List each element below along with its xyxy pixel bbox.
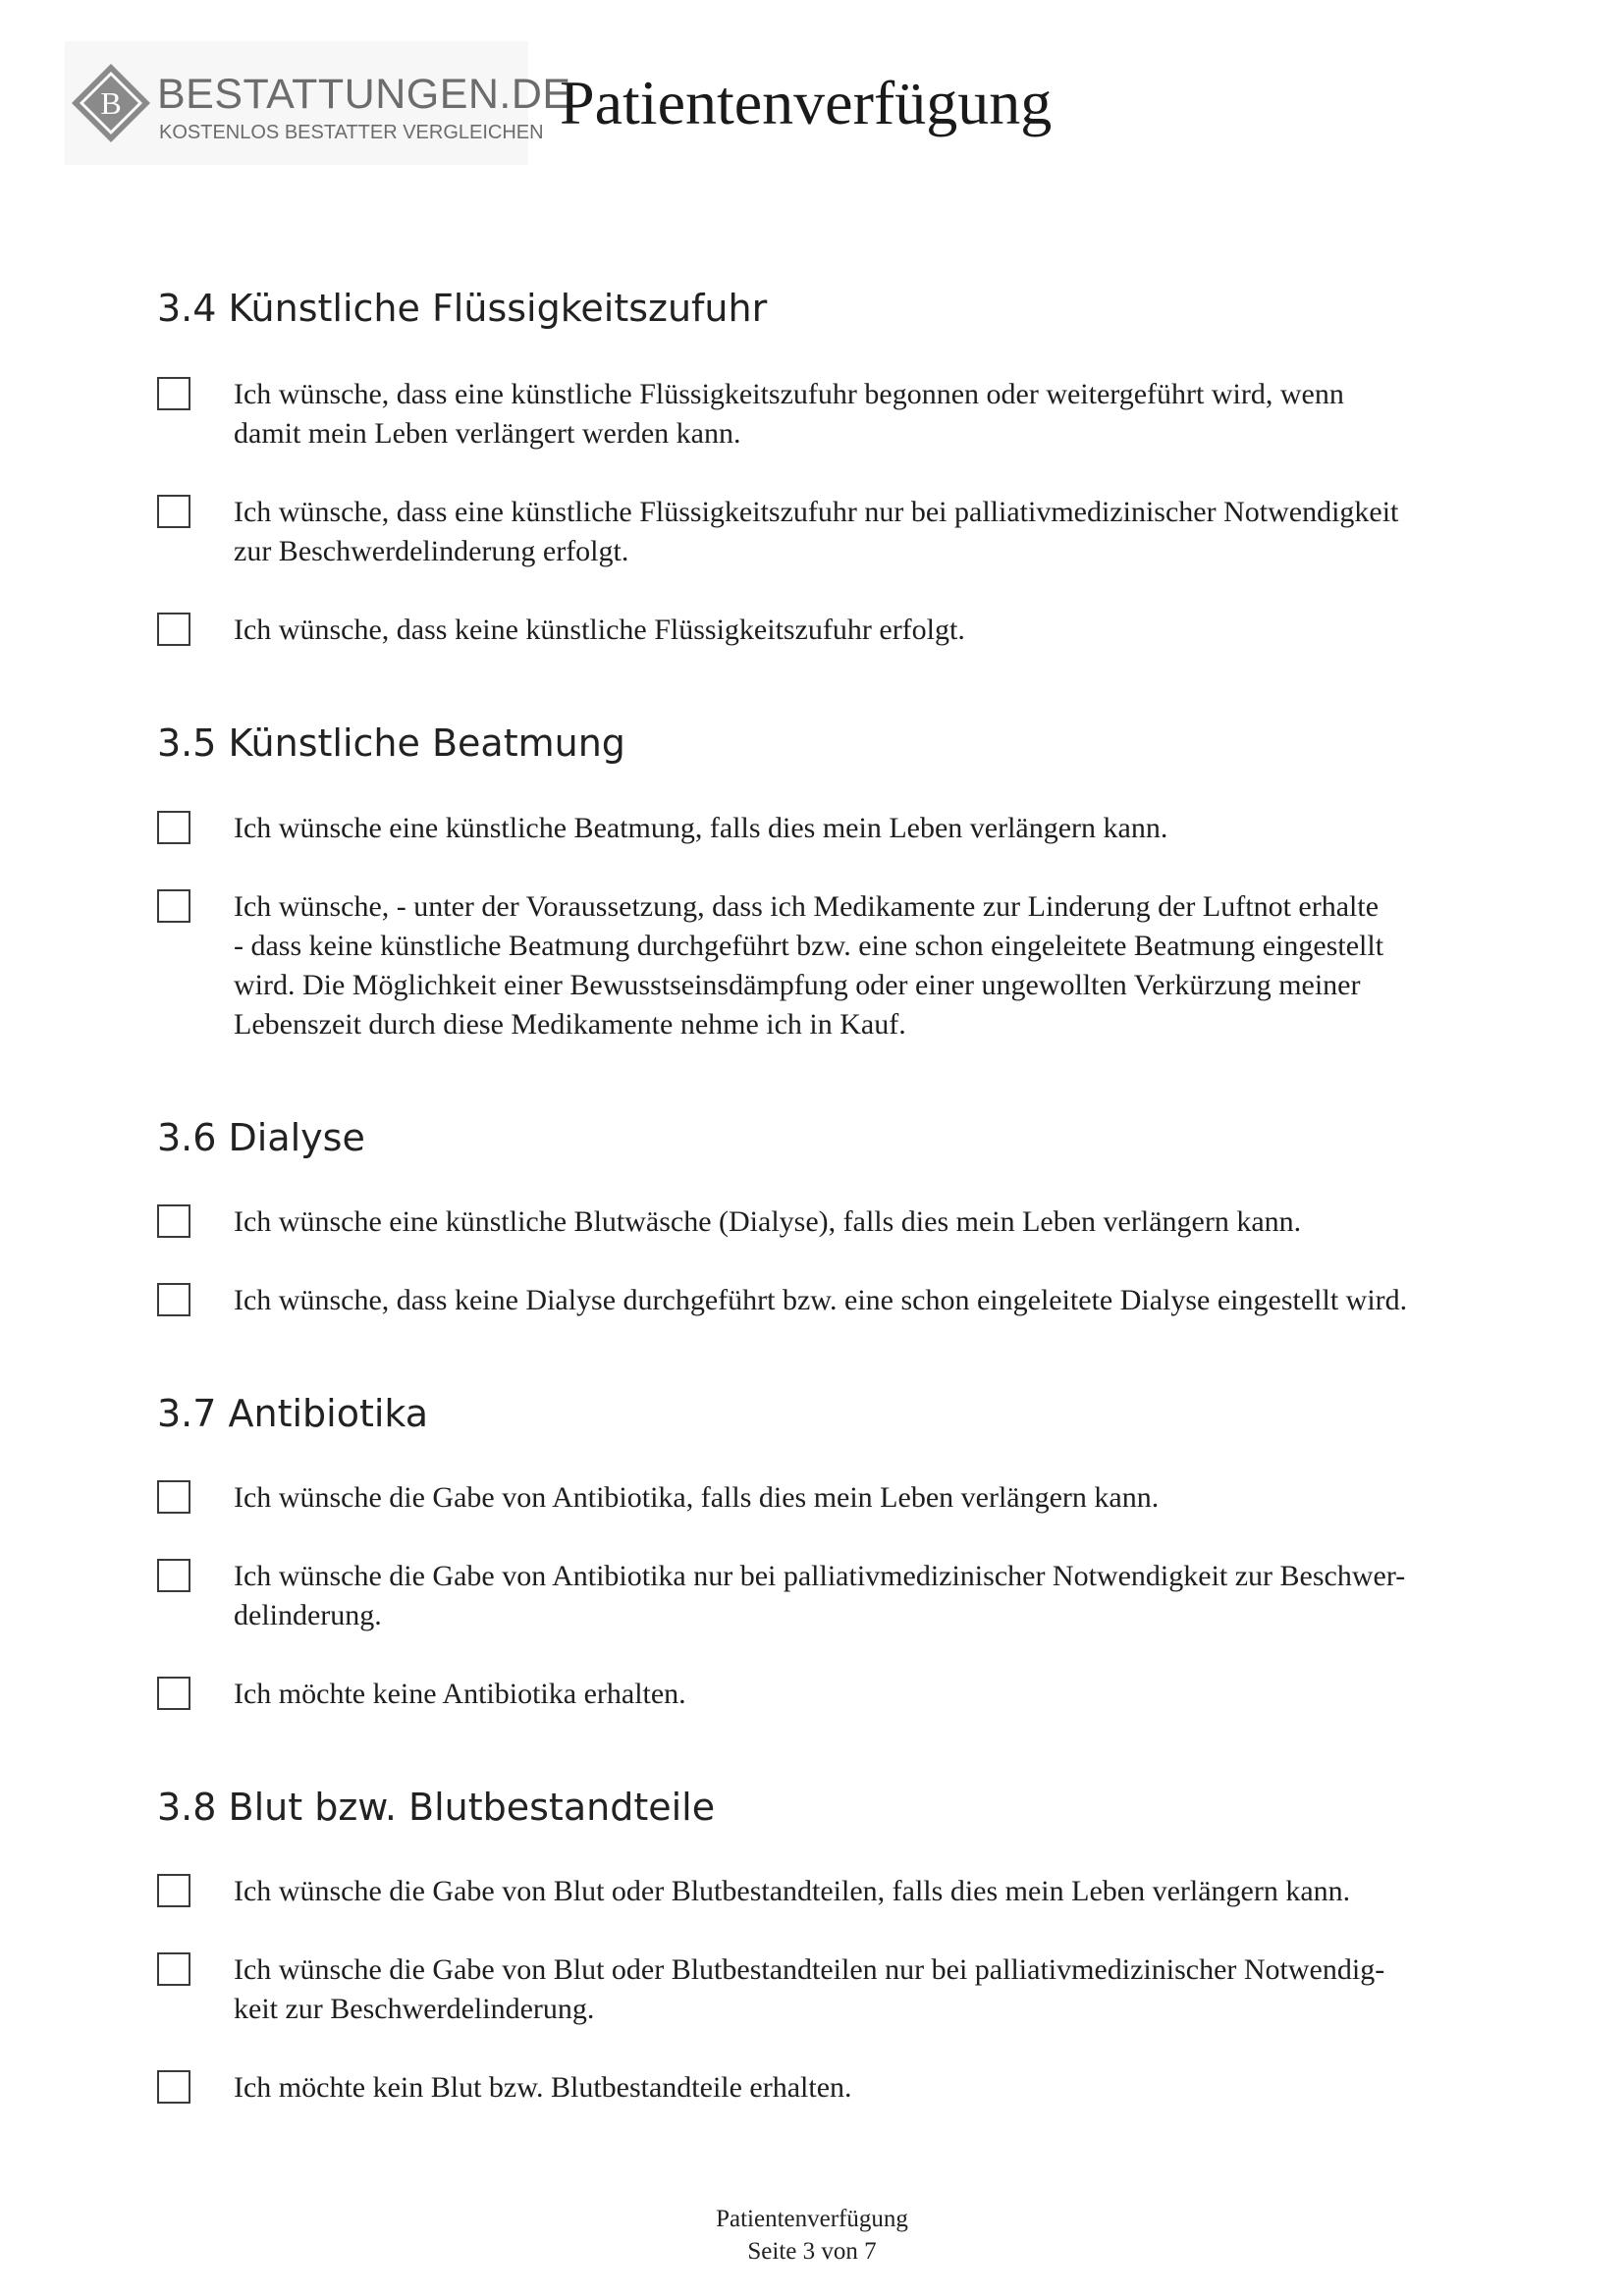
option-text: Ich wünsche, dass eine künstliche Flüssigkeitszufuhr begonnen oder weitergeführt wird, wenn damit mein Leben verlängert werden kann.	[234, 378, 1344, 450]
page-footer	[0, 2203, 1624, 2268]
section-heading: 3.6 Dialyse	[157, 1116, 365, 1159]
checkbox[interactable]	[157, 1204, 190, 1238]
checkbox[interactable]	[157, 1559, 190, 1592]
option-text: Ich möchte kein Blut bzw. Blutbestandteile erhalten.	[234, 2071, 852, 2104]
option-text: Ich wünsche die Gabe von Blut oder Blutbestandteilen, falls dies mein Leben verlängern kann.	[234, 1875, 1351, 1907]
option-text: Ich wünsche die Gabe von Antibiotika nur bei palliativmedizinischer Notwendigkeit zur Beschwer- delinderung.	[234, 1560, 1406, 1631]
checkbox[interactable]	[157, 495, 190, 528]
page-number: Seite 3 von 7	[747, 2238, 877, 2265]
checkbox[interactable]	[157, 1283, 190, 1316]
option-text: Ich wünsche die Gabe von Antibiotika, falls dies mein Leben verlängern kann.	[234, 1481, 1160, 1514]
logo-letter: B	[100, 85, 122, 121]
checkbox[interactable]	[157, 1677, 190, 1710]
option-text: Ich wünsche eine künstliche Blutwäsche (Dialyse), falls dies mein Leben verlängern kann.	[234, 1205, 1302, 1238]
page-title: Patientenverfügung	[560, 68, 1053, 137]
section-heading: 3.8 Blut bzw. Blutbestandteile	[157, 1786, 716, 1829]
checkbox[interactable]	[157, 1480, 190, 1514]
section-antibiotics	[157, 1392, 1532, 1710]
checkbox[interactable]	[157, 613, 190, 646]
section-heading: 3.5 Künstliche Beatmung	[157, 721, 625, 765]
option-text: Ich wünsche, - unter der Voraussetzung, dass ich Medikamente zur Linderung der Luftnot erhalte - dass keine künstliche Beatmung durchgeführt bzw. eine schon eingeleitete Beatmung eingestellt wird. Die Möglichkeit einer Bewusstseinsdämpfung oder einer ungewollten Verkürzung meiner Lebenszeit durch diese Medikamente nehme ich in Kauf.	[234, 890, 1384, 1041]
logo	[65, 41, 571, 165]
option-text: Ich wünsche, dass eine künstliche Flüssigkeitszufuhr nur bei palliativmedizinischer Notwendigkeit zur Beschwerdelinderung erfolgt.	[234, 496, 1399, 567]
logo-tagline: KOSTENLOS BESTATTER VERGLEICHEN	[159, 122, 544, 143]
checkbox[interactable]	[157, 889, 190, 923]
section-fluid-intake	[157, 287, 1532, 646]
option-text: Ich wünsche eine künstliche Beatmung, falls dies mein Leben verlängern kann.	[234, 812, 1168, 844]
option-text: Ich wünsche, dass keine Dialyse durchgeführt bzw. eine schon eingeleitete Dialyse eingestellt wird.	[234, 1284, 1408, 1316]
footer-title: Patientenverfügung	[716, 2206, 908, 2232]
option-text: Ich möchte keine Antibiotika erhalten.	[234, 1678, 686, 1710]
checkbox[interactable]	[157, 1952, 190, 1986]
section-ventilation	[157, 721, 1532, 1041]
option-text: Ich wünsche, dass keine künstliche Flüssigkeitszufuhr erfolgt.	[234, 614, 965, 646]
checkbox[interactable]	[157, 811, 190, 844]
option-text: Ich wünsche die Gabe von Blut oder Blutbestandteilen nur bei palliativmedizinischer Notwendig- keit zur Beschwerdelinderung.	[234, 1953, 1385, 2025]
checkbox[interactable]	[157, 377, 190, 410]
section-heading: 3.7 Antibiotika	[157, 1392, 429, 1435]
logo-brand: BESTATTUNGEN.DE	[157, 71, 571, 118]
page-header	[65, 27, 1439, 175]
checkbox[interactable]	[157, 2070, 190, 2104]
section-dialysis	[157, 1116, 1532, 1316]
section-heading: 3.4 Künstliche Flüssigkeitszufuhr	[157, 287, 768, 330]
checkbox[interactable]	[157, 1874, 190, 1907]
section-blood	[157, 1786, 1532, 2104]
